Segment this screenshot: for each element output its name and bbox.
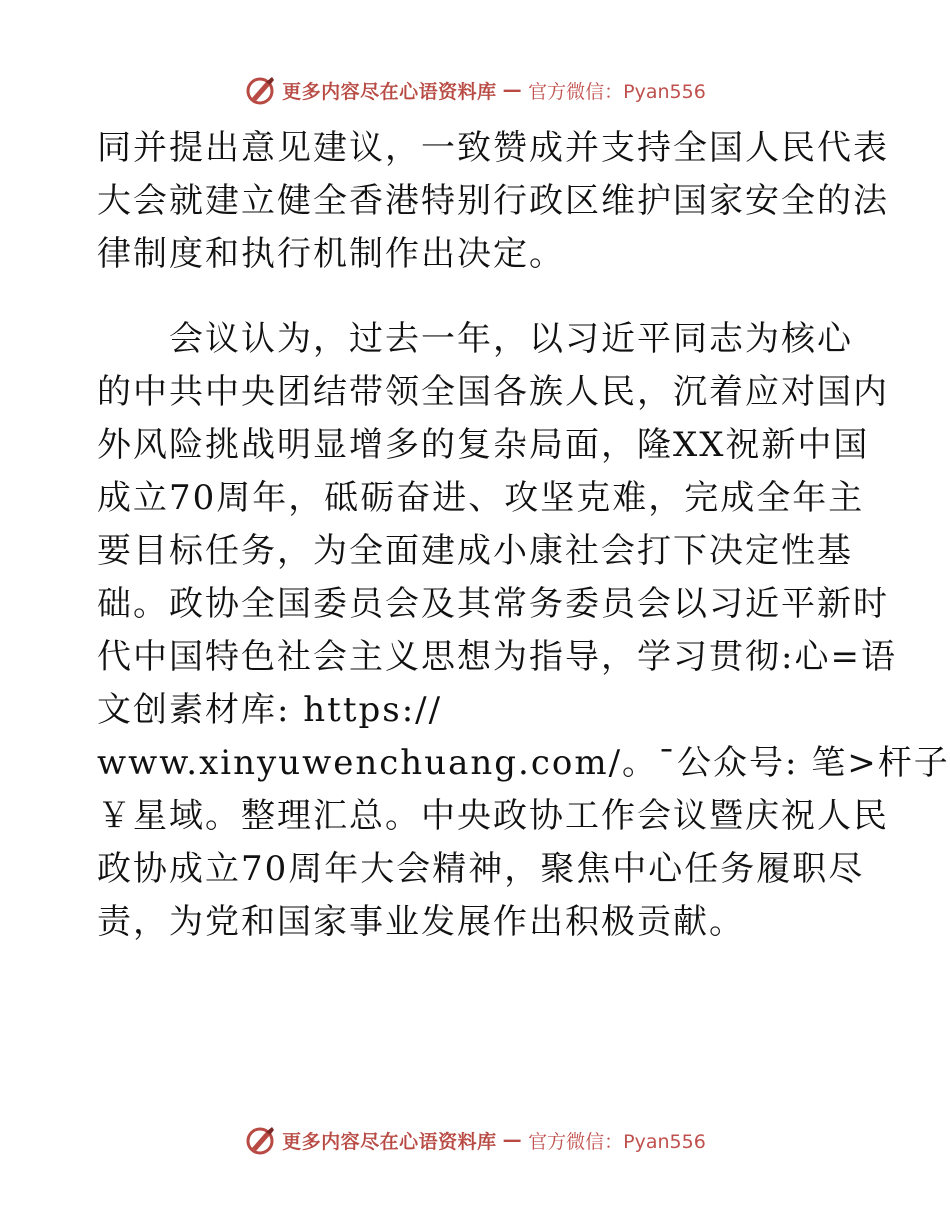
paragraph-1	[97, 122, 889, 281]
paragraph-2	[97, 313, 950, 949]
text-line: 政协成立70周年大会精神，聚焦中心任务履职尽	[97, 849, 865, 889]
text-line: 代中国特色社会主义思想为指导，学习贯彻:心=语	[97, 637, 897, 677]
header-banner	[0, 70, 950, 110]
document-body	[97, 122, 950, 949]
text-line: 的中共中央团结带领全国各族人民，沉着应对国内	[97, 372, 889, 412]
pen-logo-icon	[244, 1124, 276, 1156]
text-line: 大会就建立健全香港特别行政区维护国家安全的法	[97, 181, 889, 221]
text-line: 外风险挑战明显增多的复杂局面，隆XX祝新中国	[97, 425, 870, 465]
text-line: 律制度和执行机制作出决定。	[97, 234, 565, 274]
header-wechat-text: 官方微信：Pyan556	[528, 80, 706, 103]
text-line: 要目标任务，为全面建成小康社会打下决定性基	[97, 531, 853, 571]
footer-site-text: 更多内容尽在心语资料库	[282, 1130, 497, 1153]
paragraph-gap	[97, 281, 857, 313]
pen-logo-icon	[244, 74, 276, 106]
footer-dash: —	[502, 1129, 523, 1151]
header-site-text: 更多内容尽在心语资料库	[282, 80, 497, 103]
text-line: 会议认为，过去一年，以习近平同志为核心	[97, 319, 853, 359]
header-dash: —	[502, 79, 523, 101]
header-banner-inner	[244, 74, 706, 106]
text-line: 责，为党和国家事业发展作出积极贡献。	[97, 902, 745, 942]
text-line: 文创素材库: https://	[97, 690, 443, 730]
text-line: ￥星域。整理汇总。中央政协工作会议暨庆祝人民	[97, 796, 889, 836]
footer-banner	[0, 1120, 950, 1160]
text-line: 同并提出意见建议，一致赞成并支持全国人民代表	[97, 128, 889, 168]
footer-banner-inner	[244, 1124, 706, 1156]
text-line: 础。政协全国委员会及其常务委员会以习近平新时	[97, 584, 889, 624]
text-line: www.xinyuwenchuang.com/。¯公众号: 笔>杆子	[97, 743, 950, 783]
text-line: 成立70周年，砥砺奋进、攻坚克难，完成全年主	[97, 478, 865, 518]
footer-wechat-text: 官方微信：Pyan556	[528, 1130, 706, 1153]
